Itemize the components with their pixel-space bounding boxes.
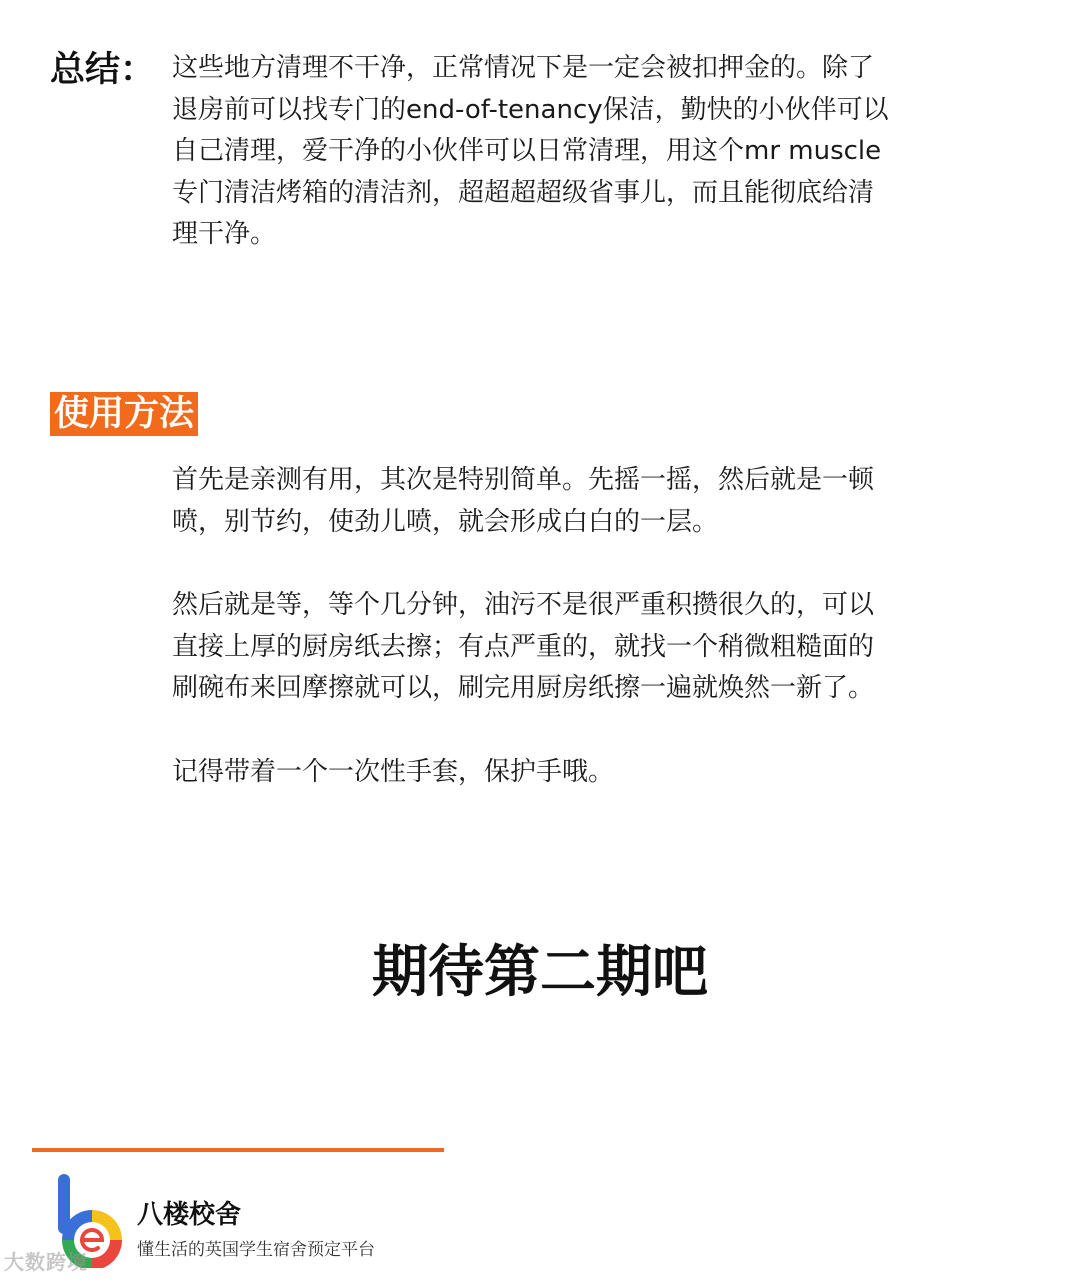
usage-paragraph: 首先是亲测有用，其次是特别简单。先摇一摇，然后就是一顿喷，别节约，使劲儿喷，就会形成白白的一层。 [172,465,875,537]
summary-paragraph: 这些地方清理不干净，正常情况下是一定会被扣押金的。除了退房前可以找专门的end-of-tenancy保洁，勤快的小伙伴可以自己清理，爱干净的小伙伴可以日常清理，用这个mr muscle专门清洁烤箱的清洁剂，超超超超级省事儿，而且能彻底给清理干净。 [172,53,889,249]
footer-divider [32,1148,444,1152]
brand-tagline: 懂生活的英国学生宿舍预定平台 [137,1240,375,1260]
usage-heading: 使用方法 [50,392,198,436]
brand-name: 八楼校舍 [137,1200,242,1230]
watermark: 大数跨境 [4,1250,88,1274]
summary-label: 总结： [50,50,156,90]
usage-paragraph: 然后就是等，等个几分钟，油污不是很严重积攒很久的，可以直接上厚的厨房纸去擦；有点严重的，就找一个稍微粗糙面的刷碗布来回摩擦就可以，刷完用厨房纸擦一遍就焕然一新了。 [172,590,875,703]
usage-paragraph: 记得带着一个一次性手套，保护手哦。 [172,756,615,787]
closing-title: 期待第二期吧 [372,940,708,1005]
usage-body [172,460,892,793]
